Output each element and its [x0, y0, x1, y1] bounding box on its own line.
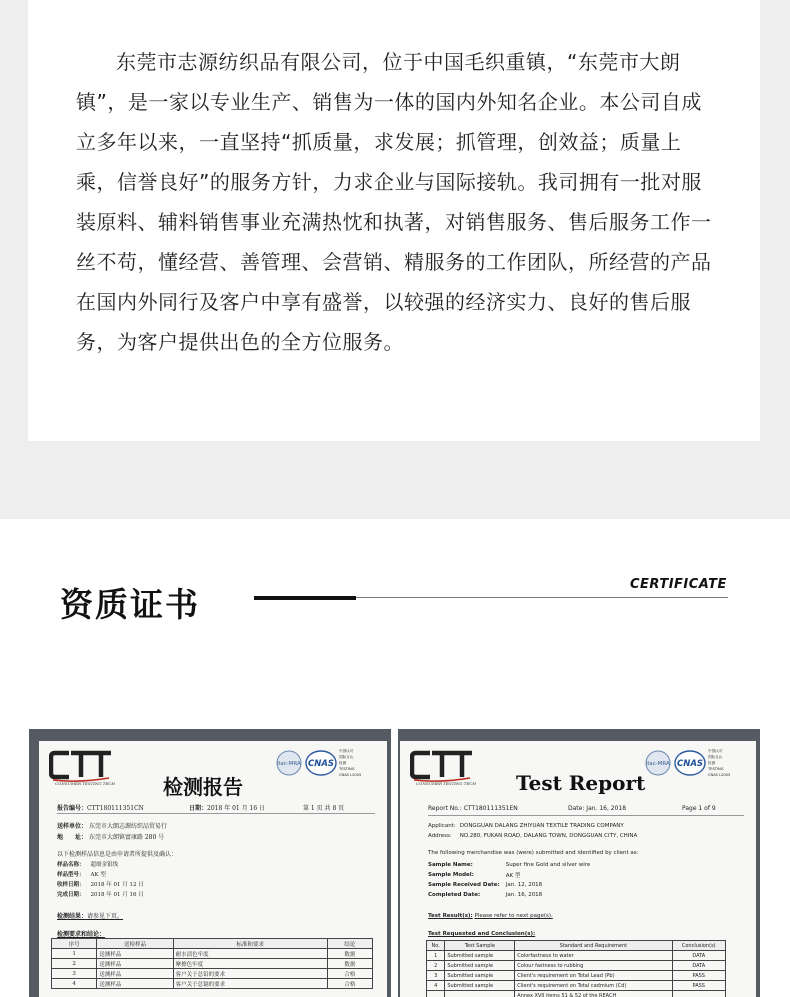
table-title: Test Requested and Conclusion(s):: [428, 931, 536, 937]
svg-text:国际互认: 国际互认: [339, 755, 354, 759]
svg-text:TESTING: TESTING: [339, 767, 355, 771]
address-row: 地 址： 东莞市大朗镇富康路 280 号: [57, 834, 165, 841]
report-date: Date: Jan. 16, 2018: [568, 805, 627, 812]
svg-text:TESTING: TESTING: [708, 767, 724, 771]
results-table: 序号 送检样品 标准和要求 结论 1 送测样品 耐水渍色牢度 数据 2 送测样品 摩擦色牢度 数据 3 送测样品 客户关于总铅的要求 合格 4 送测样品 客户关于总镉的要求 合格: [51, 938, 373, 989]
divider: [57, 813, 375, 814]
report-page: Page 1 of 9: [682, 805, 716, 812]
certificate-title: 资质证书: [60, 585, 200, 624]
ilac-mark-text: ilac-MRA: [646, 761, 670, 767]
table-row: 3 Submitted sample Client's requirement on Total Lead (Pb) PASS: [427, 971, 726, 981]
report-date: 日期：2018 年 01 月 16 日: [189, 805, 266, 812]
ctt-logo-icon: [49, 747, 113, 783]
ctt-logo-subtext: CONSUMER TESTING TECH: [55, 781, 115, 786]
accreditation-marks-icon: [644, 745, 754, 781]
result-row: Test Result(s): Please refer to next page(s).: [428, 913, 553, 919]
applicant-row: Applicant: DONGGUAN DALANG ZHIYUAN TEXTILE TRADING COMPANY: [428, 823, 624, 829]
accreditation-marks-icon: [275, 745, 385, 781]
report-paper: [39, 741, 387, 997]
svg-text:国际互认: 国际互认: [708, 755, 723, 759]
svg-text:CNAS L2005: CNAS L2005: [339, 773, 362, 777]
svg-text:检测: 检测: [708, 761, 716, 765]
table-row: 3 送测样品 客户关于总铅的要求 合格: [52, 969, 373, 979]
title-divider-thin: [356, 597, 728, 598]
table-row: 1 送测样品 耐水渍色牢度 数据: [52, 949, 373, 959]
report-meta: 报告编号：CTT180111351CN: [57, 805, 144, 812]
sample-info-table: 样品名称： 超细金银线 样品型号： AK 型 收样日期： 2018 年 01 月 12 日 完成日期： 2018 年 01 月 16 日: [57, 862, 144, 898]
company-intro-paragraph: 东莞市志源纺织品有限公司，位于中国毛织重镇，“东莞市大朗镇”，是一家以专业生产、销售为一体的国内外知名企业。本公司自成立多年以来，一直坚持“抓质量，求发展；抓管理，创效益；质量上乘，信誉良好”的服务方针，力求企业与国际接轨。我司拥有一批对服装原料、辅料销售事业充满热忱和执著，对销售服务、售后服务工作一丝不苟，懂经营、善管理、会营销、精服务的工作团队，所经营的产品在国内外同行及客户中享有盛誉，以较强的经济实力、良好的售后服务，为客户提供出色的全方位服务。: [76, 50, 712, 354]
table-row: Annex XVII items 51 & 52 of the REACH: [427, 991, 726, 997]
table-row: 4 Submitted sample Client's requirement on Total cadmium (Cd) PASS: [427, 981, 726, 991]
test-report-cn-image[interactable]: [29, 729, 391, 997]
report-page: 第 1 页 共 8 页: [303, 805, 345, 812]
report-title: 检测报告: [163, 775, 243, 799]
certificate-section: [0, 519, 790, 997]
table-title: 检测要求和结论：: [57, 931, 106, 938]
cnas-mark-text: CNAS: [307, 759, 335, 769]
svg-text:检测: 检测: [339, 761, 347, 765]
svg-text:中国认可: 中国认可: [339, 749, 354, 753]
svg-text:中国认可: 中国认可: [708, 749, 723, 753]
cnas-mark-text: CNAS: [676, 759, 704, 769]
ilac-mark-text: ilac-MRA: [277, 761, 301, 767]
title-divider-thick: [254, 596, 356, 600]
svg-text:CNAS L2005: CNAS L2005: [708, 773, 731, 777]
table-row: 2 送测样品 摩擦色牢度 数据: [52, 959, 373, 969]
sample-info-table: Sample Name: Super fine Gold and silver wire Sample Model: AK 型 Sample Received Date: Jan. 12, 2018 Completed Date: Jan. 16, 2018: [428, 862, 591, 898]
applicant-row: 送样单位： 东莞市大朗志源纺织品贸易行: [57, 823, 167, 830]
report-title: Test Report: [516, 771, 646, 795]
report-meta: Report No.: CTT180111351EN: [428, 805, 518, 812]
divider: [428, 815, 744, 816]
table-row: 4 送测样品 客户关于总镉的要求 合格: [52, 979, 373, 989]
table-row: 2 Submitted sample Colour fastness to rubbing DATA: [427, 961, 726, 971]
report-paper: [400, 741, 756, 997]
address-row: Address: NO.280, FUKAN ROAD, DALANG TOWN, DONGGUAN CITY, CHINA: [428, 833, 638, 839]
table-row: 1 Submitted sample Colorfastness to water DATA: [427, 951, 726, 961]
test-report-en-image[interactable]: [398, 729, 760, 997]
results-table: No. Test Sample Standard and Requirement Conclusion(s) 1 Submitted sample Colorfastness to water DATA 2 Submitted sample Colour fastness to rubbing DATA 3 Submitted sample Client's requirement on Total Lead (Pb) PASS 4 Submitted sample Client's requirement on Total cadmium (Cd) PASS Annex XVII items 51 & 52 of the REACH: [426, 940, 726, 997]
info-note: 以下检测样品信息是由申请者所提供及确认：: [57, 851, 178, 858]
result-row: 检测结果：请参见下页。: [57, 913, 124, 920]
info-note: The following merchandise was (were) submitted and identified by client as:: [428, 850, 639, 856]
certificate-title-en: CERTIFICATE: [630, 577, 727, 592]
ctt-logo-icon: [410, 747, 474, 783]
ctt-logo-subtext: CONSUMER TESTING TECH: [416, 781, 476, 786]
